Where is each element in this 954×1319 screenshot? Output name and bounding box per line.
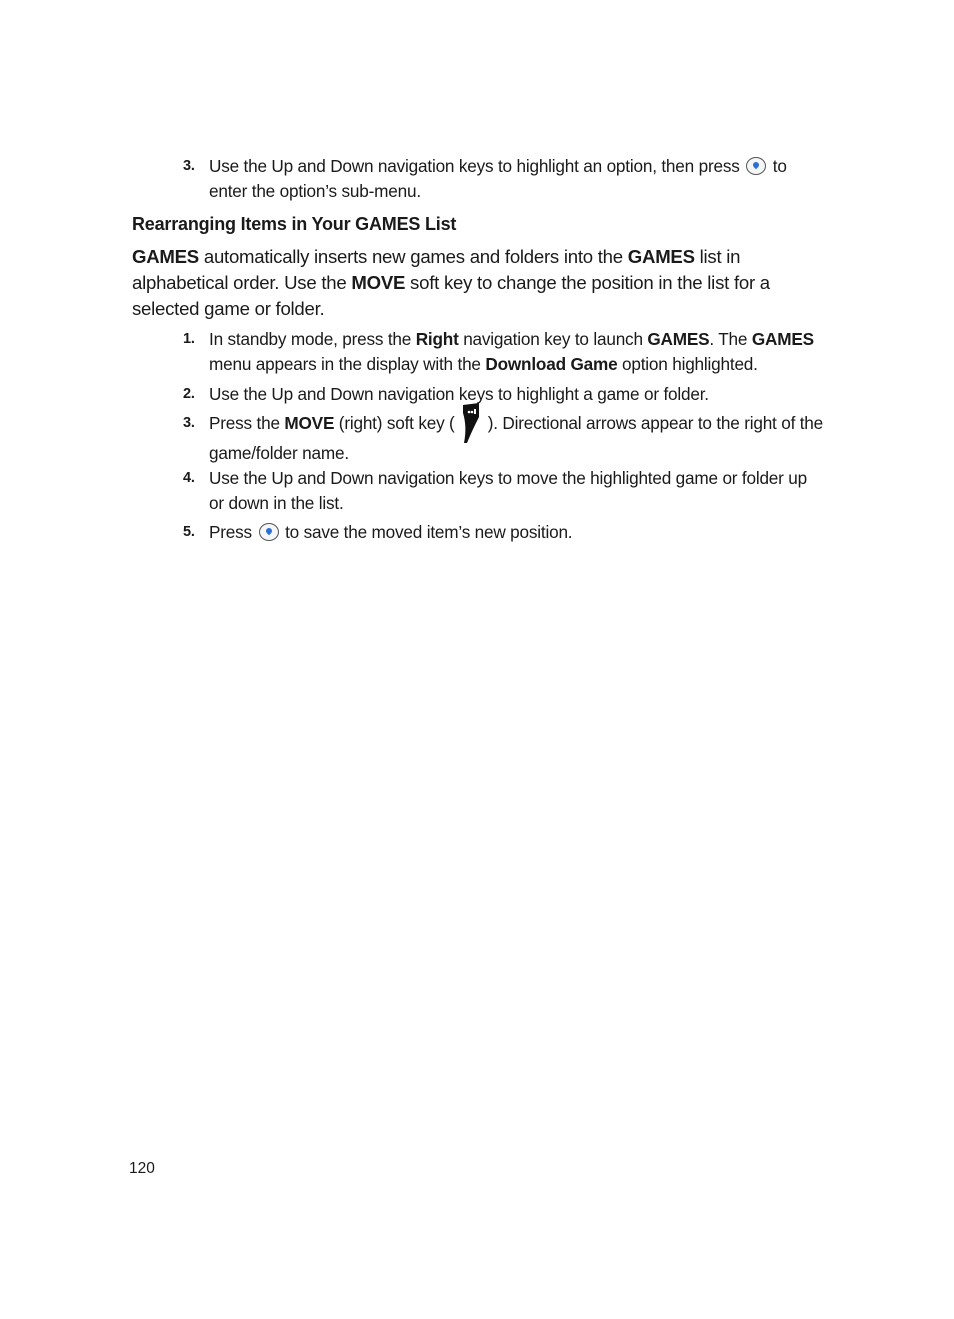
step-number: 3.: [183, 158, 195, 174]
step-text: Use the Up and Down navigation keys to highlight a game or folder.: [209, 384, 709, 404]
section-heading: Rearranging Items in Your GAMES List: [132, 214, 457, 234]
step-1-launch-games: [183, 327, 823, 377]
step-5-save-position: [183, 520, 823, 545]
step-number: 3.: [183, 415, 195, 431]
right-soft-key-icon: [459, 411, 483, 441]
step-number: 5.: [183, 524, 195, 540]
step-text: In standby mode, press the Right navigation key to launch GAMES. The GAMES menu appears in the display with the Download Game option highlighted.: [209, 329, 814, 374]
step-4-move-item: [183, 466, 823, 516]
step-text: Press to save the moved item’s new position.: [209, 522, 573, 542]
step-text: Use the Up and Down navigation keys to highlight an option, then press to enter the option’s sub-menu.: [209, 156, 787, 201]
step-2-highlight-item: [183, 382, 823, 407]
step-number: 2.: [183, 386, 195, 402]
step-text: Use the Up and Down navigation keys to move the highlighted game or folder up or down in the list.: [209, 468, 807, 513]
step-3-option-submenu: [183, 154, 823, 204]
ok-key-icon: [259, 523, 279, 541]
step-text: Press the MOVE (right) soft key ( ). Directional arrows appear to the right of the game/folder name.: [209, 411, 823, 466]
ok-key-icon: [746, 157, 766, 175]
step-3-move-soft-key: [183, 411, 823, 466]
step-number: 4.: [183, 470, 195, 486]
page-number: 120: [129, 1160, 155, 1177]
step-number: 1.: [183, 331, 195, 347]
intro-paragraph: GAMES automatically inserts new games and folders into the GAMES list in alphabetical order. Use the MOVE soft key to change the position in the list for a selected game or folder.: [132, 246, 770, 319]
